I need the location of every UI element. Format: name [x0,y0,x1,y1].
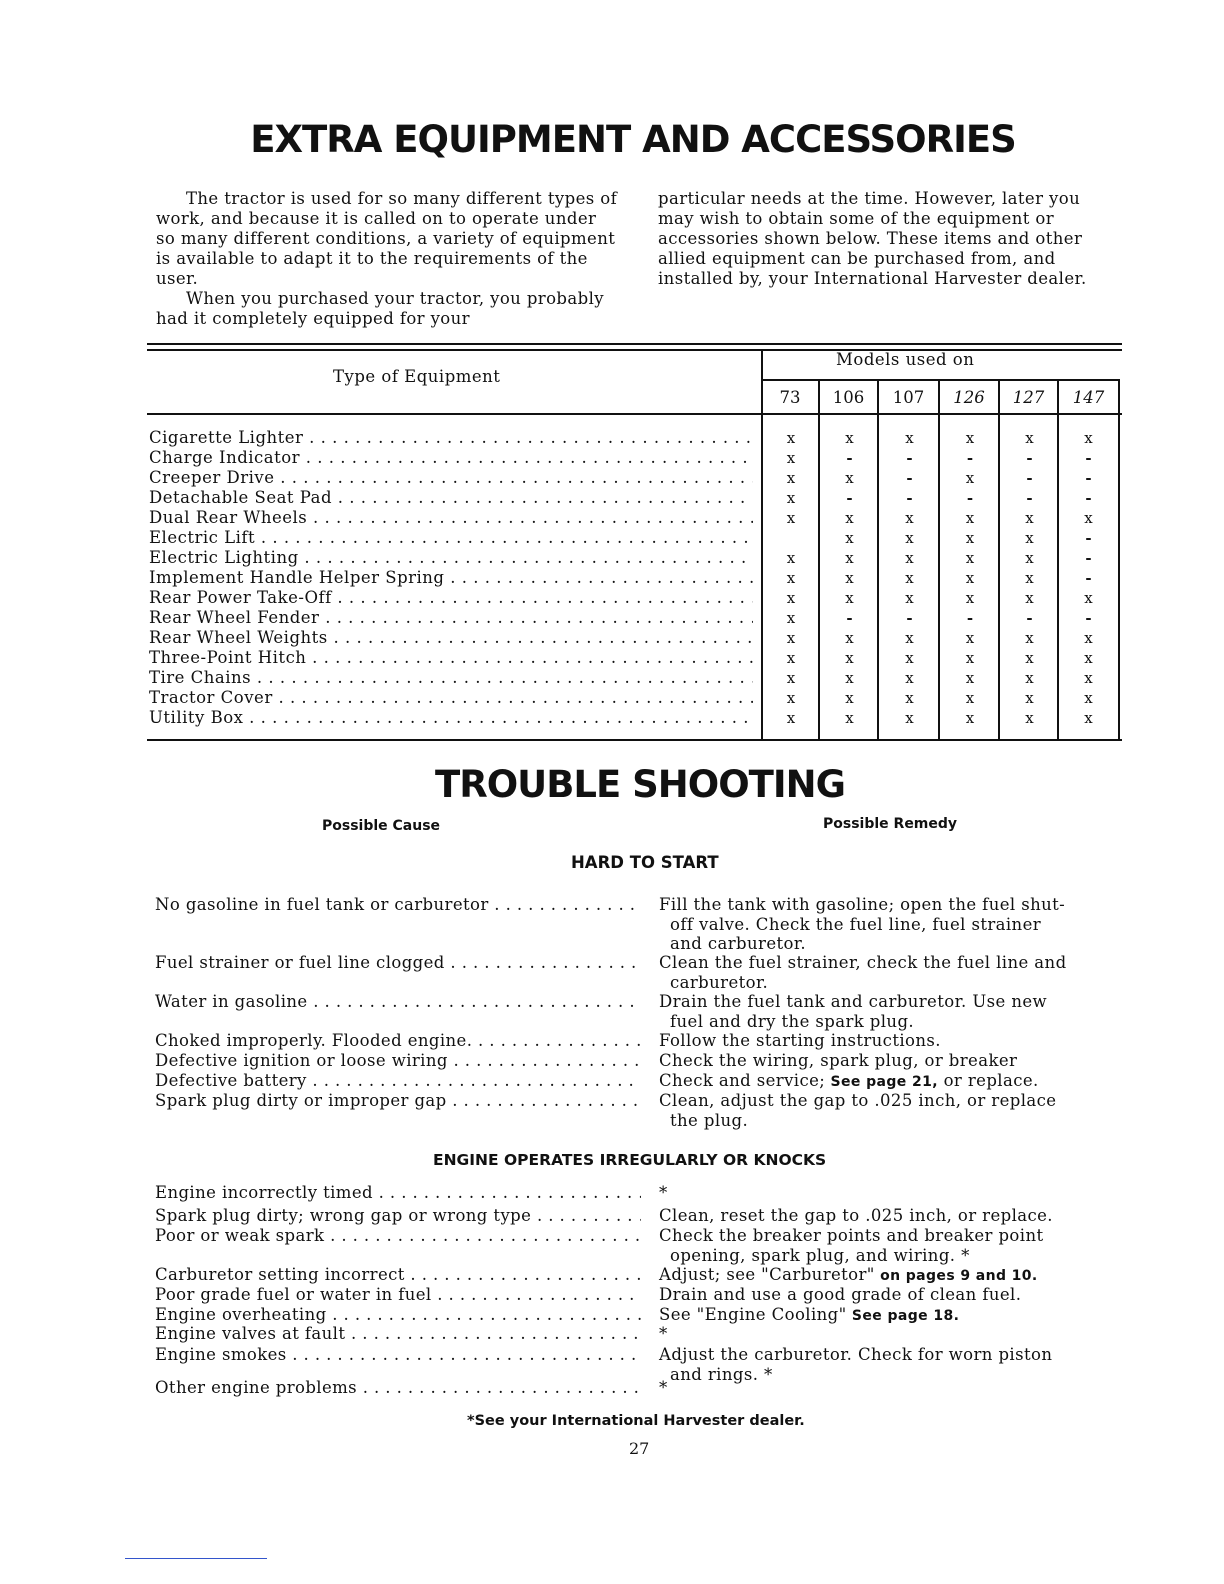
availability-mark: x [786,549,796,567]
availability-mark: - [1026,609,1033,627]
remedy-tail: or replace. [937,1071,1039,1090]
remedy-line: See "Engine Cooling" See page 18. [659,1305,960,1324]
availability-mark: x [1025,629,1034,647]
equipment-name: Rear Wheel Weights . . . [149,628,753,648]
availability-mark: x [1025,569,1034,587]
possible-cause-header: Possible Cause [322,818,441,834]
remedy-text [659,1324,1129,1344]
availability-mark: x [1025,649,1034,667]
remedy-line: fuel and dry the spark plug. [670,1011,915,1031]
remedy-line: Adjust the carburetor. Check for worn piston [659,1345,1053,1364]
table-row [762,708,1120,728]
remedy-text [659,992,1129,1031]
availability-mark: - [906,609,913,627]
remedy-line: Drain the fuel tank and carburetor. Use new [659,992,1048,1011]
remedy-line: * [659,1378,668,1397]
availability-mark: x [965,589,975,607]
remedy-text [659,1265,1129,1287]
availability-mark: x [845,629,854,647]
equipment-name: Cigarette Lighter . . . [149,428,753,448]
remedy-text [659,895,1129,954]
availability-mark: - [1085,469,1092,487]
availability-mark: x [1084,689,1093,707]
cause-text: Choked improperly. Flooded engine. . . . [155,1031,641,1050]
availability-mark: x [786,589,796,607]
table-top-rule-2 [147,349,1122,351]
model-header-126: 126 [953,388,985,407]
models-used-on-header: Models used on [836,350,975,369]
availability-mark: x [786,569,796,587]
remedy-line: Follow the starting instructions. [659,1031,941,1050]
table-row [762,488,1120,508]
equipment-name: Detachable Seat Pad . . . [149,488,753,508]
remedy-text [659,1091,1129,1130]
equipment-name: Electric Lighting . . . [149,548,753,568]
availability-mark: - [1085,569,1092,587]
equipment-names [149,428,753,728]
engine-irregular-heading: ENGINE OPERATES IRREGULARLY OR KNOCKS [433,1151,827,1169]
cause-text: Defective ignition or loose wiring . . . [155,1051,641,1070]
remedy-line: the plug. [670,1110,749,1130]
equipment-name: Creeper Drive . . . [149,468,753,488]
model-header-106: 106 [832,388,865,407]
availability-mark: - [906,469,913,487]
availability-mark: x [965,529,975,547]
availability-mark: x [845,469,854,487]
availability-mark: x [965,649,975,667]
availability-mark: x [845,669,854,687]
availability-mark: x [1025,429,1034,447]
trouble-shooting-title: TROUBLE SHOOTING [434,763,846,806]
footnote: *See your International Harvester dealer. [467,1413,805,1429]
equipment-name: Tractor Cover . . . [149,688,753,708]
model-header-107: 107 [892,388,925,407]
equipment-name: Charge Indicator . . . [149,448,753,468]
availability-mark: - [1026,489,1033,507]
availability-mark: x [786,709,796,727]
availability-mark: - [906,449,913,467]
intro-right [658,189,1120,289]
hard-to-start-heading: HARD TO START [571,853,719,872]
availability-mark: x [965,709,975,727]
availability-mark: x [786,449,796,467]
table-row [762,468,1120,488]
availability-mark: x [1025,529,1034,547]
equipment-name: Implement Handle Helper Spring . . . [149,568,753,588]
equipment-name: Utility Box . . . [149,708,753,728]
availability-mark: - [1085,549,1092,567]
availability-mark: x [845,589,854,607]
table-row [762,628,1120,648]
availability-mark: x [1084,629,1093,647]
table-top-rule [147,343,1122,345]
availability-mark: - [846,489,853,507]
availability-mark: x [786,649,796,667]
table-row [762,668,1120,688]
remedy-line: Check the breaker points and breaker point [659,1226,1044,1245]
remedy-line: Adjust; see "Carburetor" on pages 9 and 10. [659,1265,1038,1284]
equipment-name: Dual Rear Wheels . . . [149,508,753,528]
cause-text: Engine overheating . . . [155,1305,641,1324]
availability-mark: x [1084,669,1093,687]
availability-mark: - [966,489,974,507]
cause-text: Defective battery . . . [155,1071,641,1090]
cause-text: Poor or weak spark . . . [155,1226,641,1245]
table-row [762,528,1120,548]
cause-text: Fuel strainer or fuel line clogged . . . [155,953,641,972]
availability-mark: x [786,509,796,527]
table-row [762,588,1120,608]
remedy-line: and rings. * [670,1364,773,1384]
availability-mark: x [965,469,975,487]
availability-mark: x [845,529,854,547]
availability-mark: x [845,649,854,667]
table-row [762,648,1120,668]
remedy-line: opening, spark plug, and wiring. * [670,1245,970,1265]
availability-mark: x [1025,549,1034,567]
availability-mark: - [1026,469,1033,487]
availability-mark: - [906,489,913,507]
remedy-text [659,1226,1129,1265]
cause-text: Engine smokes . . . [155,1345,641,1364]
remedy-line: Clean the fuel strainer, check the fuel line and [659,953,1067,972]
availability-mark: x [905,529,914,547]
remedy-text [659,1285,1129,1305]
remedy-line: Drain and use a good grade of clean fuel. [659,1285,1022,1304]
availability-mark: x [905,689,914,707]
availability-mark: x [845,709,854,727]
table-row [762,568,1120,588]
availability-mark: x [1084,589,1093,607]
availability-mark: x [1025,509,1034,527]
intro-paragraph-1: The tractor is used for so many different types of work, and because it is called on to operate under so many different conditions, a variety of equipment is available to adapt it to the requirements of the user. [156,189,618,288]
availability-mark: - [1085,609,1092,627]
availability-mark: - [1085,489,1092,507]
availability-mark: x [786,669,796,687]
remedy-line: carburetor. [670,972,769,992]
remedy-line: * [659,1183,668,1202]
model-header-127: 127 [1012,388,1045,407]
cause-text: Spark plug dirty or improper gap . . . [155,1091,641,1110]
equipment-marks [762,428,1120,728]
remedy-line: * [659,1324,668,1343]
availability-mark [762,528,820,548]
availability-mark: x [845,429,854,447]
type-of-equipment-header: Type of Equipment [333,367,501,386]
cause-text: Carburetor setting incorrect . . . [155,1265,641,1284]
availability-mark: x [1025,689,1034,707]
availability-mark: - [1085,449,1092,467]
remedy-text [659,1031,1129,1051]
intro-paragraph-2: When you purchased your tractor, you probably had it completely equipped for your [156,289,604,328]
availability-mark: x [905,429,914,447]
availability-mark: x [1084,429,1093,447]
remedy-line: Clean, adjust the gap to .025 inch, or replace [659,1091,1057,1110]
page-title: EXTRA EQUIPMENT AND ACCESSORIES [250,118,1016,161]
equipment-name: Rear Power Take-Off . . . [149,588,753,608]
availability-mark: x [905,709,914,727]
availability-mark: x [786,609,796,627]
models-underline [762,379,1120,381]
cause-text: No gasoline in fuel tank or carburetor . . . [155,895,641,914]
page-number: 27 [629,1439,650,1458]
remedy-line: Check the wiring, spark plug, or breaker [659,1051,1018,1070]
availability-mark: x [845,549,854,567]
cause-text: Engine valves at fault . . . [155,1324,641,1343]
remedy-text [659,1183,1129,1203]
availability-mark: x [786,469,796,487]
availability-mark: x [965,509,975,527]
availability-mark: x [905,649,914,667]
remedy-text [659,953,1129,992]
remedy-text [659,1206,1129,1226]
availability-mark: x [1084,509,1093,527]
availability-mark: - [966,449,974,467]
remedy-text [659,1378,1129,1398]
table-row [762,448,1120,468]
equipment-name: Three-Point Hitch . . . [149,648,753,668]
remedy-line: Fill the tank with gasoline; open the fuel shut- [659,895,1066,914]
availability-mark: x [965,689,975,707]
cause-text: Poor grade fuel or water in fuel . . . [155,1285,641,1304]
availability-mark: x [1025,709,1034,727]
remedy-line: Check and service; See page 21, or replace. [659,1071,1039,1090]
availability-mark: x [1025,669,1034,687]
availability-mark: x [786,489,796,507]
cause-text: Spark plug dirty; wrong gap or wrong type . . . [155,1206,641,1225]
availability-mark: x [786,689,796,707]
equipment-name: Electric Lift . . . [149,528,753,548]
footer-link-underline [125,1558,267,1559]
availability-mark: - [1085,529,1092,547]
availability-mark: x [845,569,854,587]
possible-remedy-header: Possible Remedy [823,816,958,832]
table-row [762,608,1120,628]
availability-mark: x [965,669,975,687]
table-row [762,428,1120,448]
availability-mark: - [846,609,853,627]
table-row [762,688,1120,708]
availability-mark: x [965,549,975,567]
availability-mark: x [1084,709,1093,727]
availability-mark: x [965,569,975,587]
equipment-name: Rear Wheel Fender . . . [149,608,753,628]
availability-mark: - [966,609,974,627]
cause-text: Other engine problems . . . [155,1378,641,1397]
availability-mark: - [1026,449,1033,467]
availability-mark: x [905,549,914,567]
cause-text: Engine incorrectly timed . . . [155,1183,641,1202]
remedy-text [659,1051,1129,1071]
intro-paragraph-3: particular needs at the time. However, later you may wish to obtain some of the equipment or accessories shown below. These items and other allied equipment can be purchased from, and installed by, your International Harvester dealer. [658,189,1087,288]
remedy-line: and carburetor. [670,934,806,953]
intro-left [156,189,619,329]
availability-mark: x [845,689,854,707]
cause-text: Water in gasoline . . . [155,992,641,1011]
page-reference: on pages 9 and 10. [874,1268,1038,1284]
availability-mark: x [905,669,914,687]
availability-mark: x [786,429,796,447]
availability-mark: x [965,429,975,447]
availability-mark: x [905,629,914,647]
table-bottom-rule [147,739,1122,741]
page-reference: See page 18. [846,1308,960,1324]
availability-mark: - [846,449,853,467]
remedy-line: off valve. Check the fuel line, fuel strainer [670,914,1042,934]
availability-mark: x [905,509,914,527]
availability-mark: x [845,509,854,527]
availability-mark: x [965,629,975,647]
availability-mark: x [1084,649,1093,667]
model-header-147: 147 [1072,388,1105,407]
availability-mark: x [905,569,914,587]
table-row [762,548,1120,568]
availability-mark: x [1025,589,1034,607]
remedy-line: Clean, reset the gap to .025 inch, or replace. [659,1206,1053,1225]
equipment-name: Tire Chains . . . [149,668,753,688]
table-row [762,508,1120,528]
availability-mark: x [786,629,796,647]
page-reference: See page 21, [825,1074,938,1090]
remedy-text [659,1071,1129,1093]
availability-mark: x [905,589,914,607]
header-divider [147,413,1122,415]
model-header-73: 73 [779,388,801,407]
